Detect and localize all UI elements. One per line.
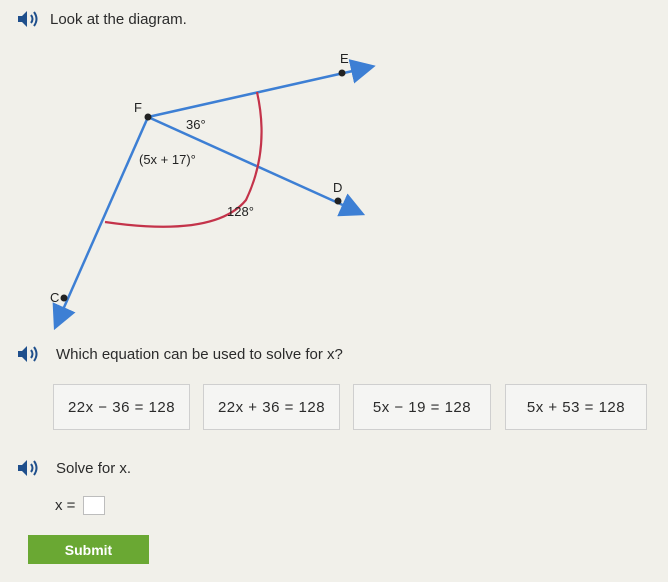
angle-label-5x17: (5x + 17)° (139, 152, 196, 167)
choice-1[interactable]: 22x − 36 = 128 (53, 384, 190, 430)
question (16, 344, 343, 364)
speaker-icon[interactable] (16, 458, 42, 478)
choice-3[interactable]: 5x − 19 = 128 (353, 384, 491, 430)
point-d (335, 198, 342, 205)
question-prompt: Which equation can be used to solve for x? (56, 345, 343, 363)
label-c: C (50, 290, 60, 305)
point-e (339, 70, 346, 77)
label-d: D (333, 180, 343, 195)
choice-2[interactable]: 22x + 36 = 128 (203, 384, 340, 430)
x-answer-input[interactable] (83, 496, 105, 515)
point-c (61, 295, 68, 302)
answer-row (55, 496, 105, 515)
submit-button[interactable]: Submit (28, 535, 149, 564)
point-f (145, 114, 152, 121)
speaker-icon[interactable] (16, 344, 42, 364)
label-f: F (134, 100, 142, 115)
ray-fc (58, 117, 148, 321)
label-e: E (340, 51, 349, 66)
header-prompt: Look at the diagram. (50, 10, 187, 28)
angle-label-36: 36° (186, 117, 206, 132)
solve-section (16, 458, 131, 478)
x-label: x = (55, 497, 76, 514)
choice-4[interactable]: 5x + 53 = 128 (505, 384, 647, 430)
angle-label-128: 128° (227, 204, 254, 219)
solve-prompt: Solve for x. (56, 459, 132, 477)
